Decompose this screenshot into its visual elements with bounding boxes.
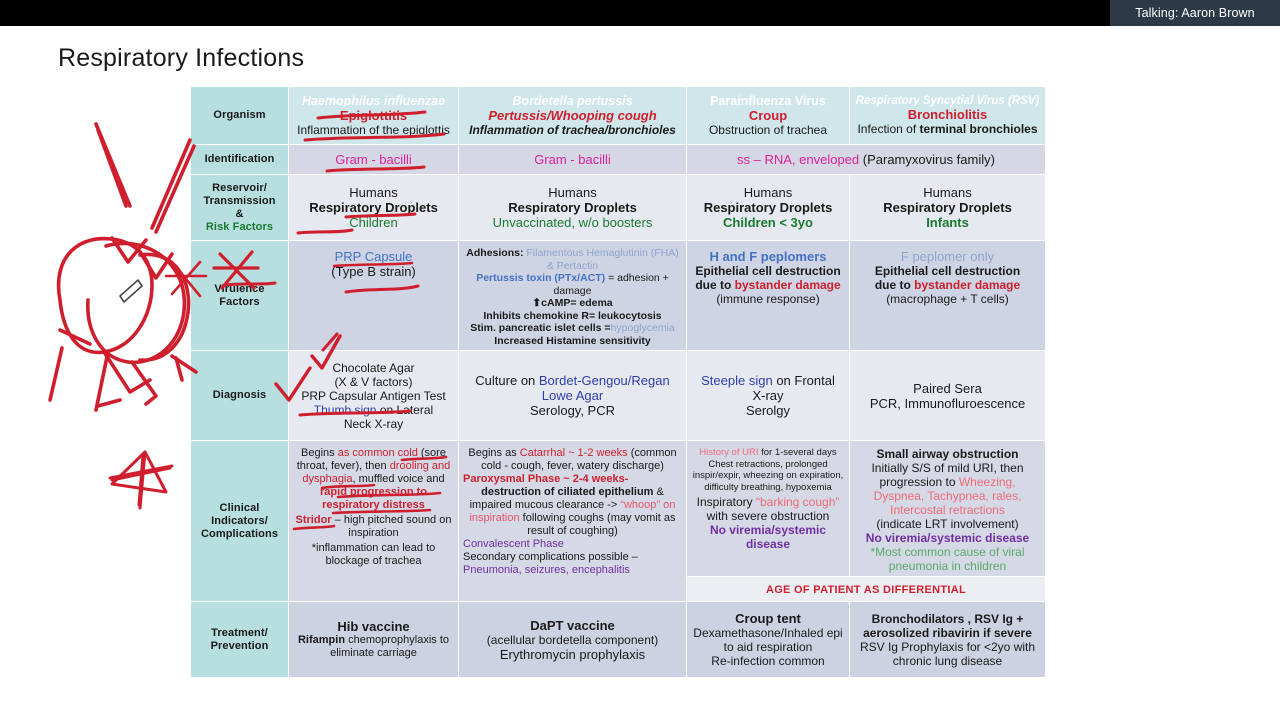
talking-indicator-badge: Talking: Aaron Brown [1110,0,1280,26]
organism-disease-bpert: Pertussis/Whooping cough [488,108,657,123]
cell-virulence-hflu: PRP Capsule (Type B strain) [289,241,459,351]
cell-organism-hflu [289,87,459,145]
cell-diagnosis-rsv: Paired Sera PCR, Immunofluroescence [850,351,1046,441]
cell-organism-piv [687,87,850,145]
rowlabel-identification: Identification [191,145,289,175]
cell-identification-bpert: Gram - bacilli [459,145,687,175]
head-sketch-drawing [50,124,196,410]
table-row-clinical [191,441,1046,577]
slide-title: Respiratory Infections [58,44,305,72]
cell-diagnosis-hflu: Chocolate Agar (X & V factors) PRP Capsular Antigen Test Thumb sign on Lateral Neck X-ray [289,351,459,441]
cell-identification-viral: ss – RNA, enveloped (Paramyxovirus family) [687,145,1046,175]
organism-name-rsv: Respiratory Syncytial Virus (RSV) [855,95,1040,107]
head-sketch-pointer [120,280,142,302]
organism-desc-rsv: Infection of terminal bronchioles [857,122,1038,136]
table-row-reservoir [191,175,1046,241]
cell-reservoir-piv: Humans Respiratory Droplets Children < 3yo [687,175,850,241]
cell-treatment-bpert: DaPT vaccine (acellular bordetella component) Erythromycin prophylaxis [459,602,687,678]
cell-identification-hflu: Gram - bacilli [289,145,459,175]
video-top-bar [0,0,1280,26]
cell-reservoir-rsv: Humans Respiratory Droplets Infants [850,175,1046,241]
cell-age-differential: AGE OF PATIENT AS DIFFERENTIAL [687,577,1046,602]
cell-virulence-rsv: F peplomer only Epithelial cell destruction due to bystander damage (macrophage + T cells) [850,241,1046,351]
cell-reservoir-hflu: Humans Respiratory Droplets Children [289,175,459,241]
rowlabel-reservoir: Reservoir/ Transmission & Risk Factors [191,175,289,241]
rowlabel-virulence: Virulence Factors [191,241,289,351]
table-row-organism [191,87,1046,145]
table-row-treatment [191,602,1046,678]
organism-desc-piv: Obstruction of trachea [708,123,828,137]
rowlabel-organism: Organism [191,87,289,145]
table-row-diagnosis [191,351,1046,441]
cell-clinical-hflu: Begins as common cold (sore throat, fever), then drooling and dysphagia, muffled voice and rapid progression to respiratory distress Stridor – high pitched sound on inspiration *inflammation can lead to blockage of trachea [289,441,459,602]
rowlabel-clinical: Clinical Indicators/ Complications [191,441,289,602]
cell-treatment-piv: Croup tent Dexamethasone/Inhaled epi to aid respiration Re-infection common [687,602,850,678]
table-row-virulence [191,241,1046,351]
cell-organism-rsv [850,87,1046,145]
organism-name-bpert: Bordetella pertussis [512,94,633,108]
cell-clinical-rsv: Small airway obstruction Initially S/S of mild URI, then progression to Wheezing, Dyspnea, Tachypnea, rales, Intercostal retractions (indicate LRT involvement) No viremia/systemic disease *Most common cause of viral pneumonia in children [850,441,1046,577]
organism-desc-bpert: Inflammation of trachea/bronchioles [469,123,676,137]
table-row-identification [191,145,1046,175]
respiratory-infections-table [190,86,1046,678]
organism-desc-hflu: Inflammation of the epiglottis [297,123,450,137]
cell-diagnosis-bpert: Culture on Bordet-Gengou/Regan Lowe Agar Serology, PCR [459,351,687,441]
cell-diagnosis-piv: Steeple sign on Frontal X-ray Serolgy [687,351,850,441]
cell-virulence-bpert: Adhesions: Filamentous Hemaglutinin (FHA) & Pertactin Pertussis toxin (PTx/ACT) = adhesion + damage ⬆cAMP= edema Inhibits chemokine R= leukocytosis Stim. pancreatic islet cells =hypoglycemia Increased Histamine sensitivity [459,241,687,351]
cell-treatment-rsv: Bronchodilators , RSV Ig + aerosolized ribavirin if severe RSV Ig Prophylaxis for <2yo with chronic lung disease [850,602,1046,678]
organism-name-piv: Parainfluenza Virus [710,94,826,108]
cell-reservoir-bpert: Humans Respiratory Droplets Unvaccinated, w/o boosters [459,175,687,241]
cell-clinical-piv: History of URI for 1-several days Chest retractions, prolonged inspir/expir, wheezing on expiration, difficulty breathing, hypoxemia Inspiratory “barking cough” with severe obstruction No viremia/systemic disease [687,441,850,577]
star-mark-clinical [110,452,172,508]
rowlabel-treatment: Treatment/ Prevention [191,602,289,678]
cell-clinical-bpert: Begins as Catarrhal ~ 1-2 weeks (common cold - cough, fever, watery discharge) Paroxysmal Phase ~ 2-4 weeks- destruction of ciliated epithelium & impaired mucous clearance -> “whoop” on inspiration following coughs (may vomit as result of coughing) Convalescent Phase Secondary complications possible – Pneumonia, seizures, encephalitis [459,441,687,602]
organism-disease-rsv: Bronchiolitis [907,107,988,122]
organism-name-hflu: Haemophilus influenzae [301,94,446,108]
cell-treatment-hflu: Hib vaccine Rifampin chemoprophylaxis to eliminate carriage [289,602,459,678]
organism-disease-piv: Croup [748,108,788,123]
cell-organism-bpert [459,87,687,145]
rowlabel-diagnosis: Diagnosis [191,351,289,441]
organism-disease-hflu: Epiglottitis [339,108,408,123]
cell-virulence-piv: H and F peplomers Epithelial cell destruction due to bystander damage (immune response) [687,241,850,351]
